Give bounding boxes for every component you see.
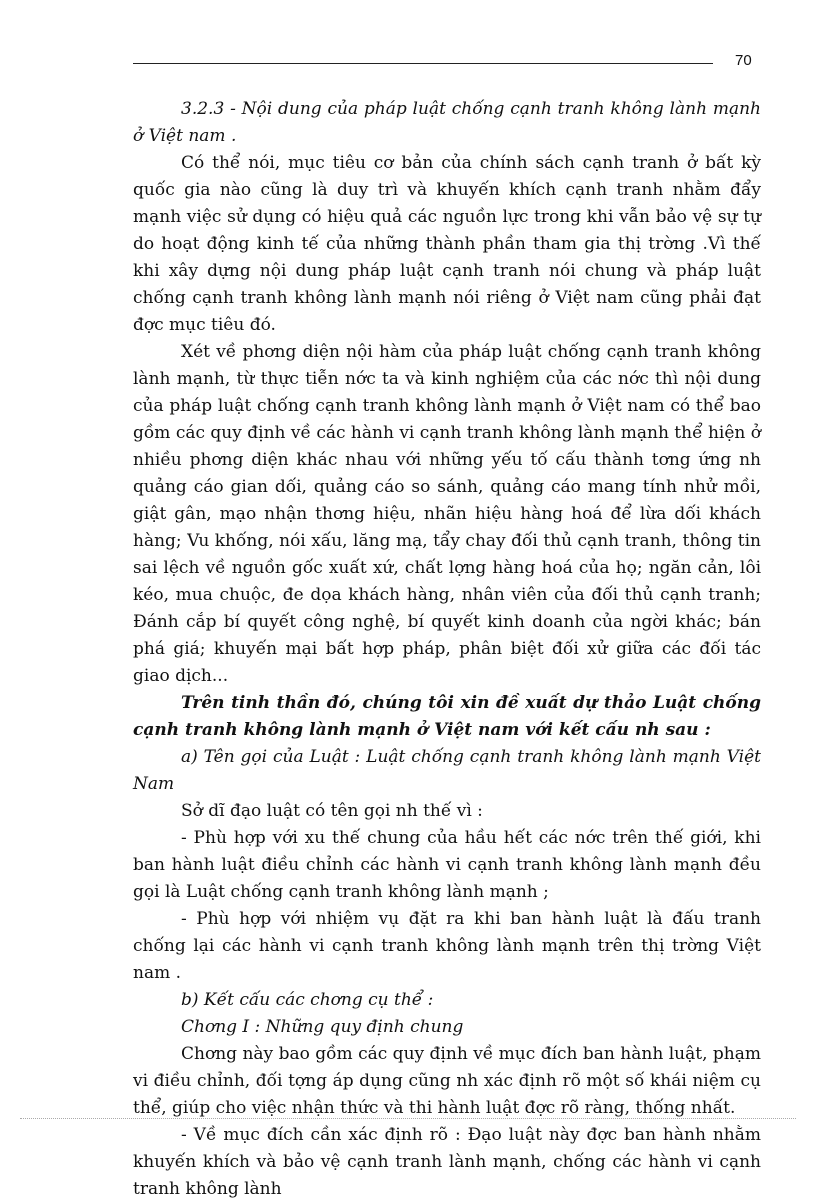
chapter-1-description: Chơng này bao gồm các quy định về mục đích ban hành luật, phạm vi điều chỉnh, đối tợng áp dụng cũng nh xác định rõ một số khái niệm cụ thể, giúp cho việc nhận thức và thi hành luật đợc rõ ràng, thống nhất. bbox=[133, 1044, 761, 1118]
proposal-statement: Trên tinh thần đó, chúng tôi xin đề xuất dự thảo Luật chống cạnh tranh không lành mạnh ở Việt nam với kết cấu nh sau : bbox=[133, 693, 761, 740]
body-text bbox=[133, 96, 761, 1203]
reason-item-2: - Phù hợp với nhiệm vụ đặt ra khi ban hành luật là đấu tranh chống lại các hành vi cạnh tranh không lành mạnh trên thị trờng Việt nam . bbox=[133, 909, 761, 983]
item-a-law-name: a) Tên gọi của Luật : Luật chống cạnh tranh không lành mạnh Việt Nam bbox=[133, 747, 761, 794]
header-rule-dashed bbox=[660, 63, 713, 64]
paragraph-objective: Có thể nói, mục tiêu cơ bản của chính sách cạnh tranh ở bất kỳ quốc gia nào cũng là duy trì và khuyến khích cạnh tranh nhằm đẩy mạnh việc sử dụng có hiệu quả các nguồn lực trong khi vẫn bảo vệ sự tự do hoạt động kinh tế của những thành phần tham gia thị trờng .Vì thế khi xây dựng nội dung pháp luật cạnh tranh nói chung và pháp luật chống cạnh tranh không lành mạnh nói riêng ở Việt nam cũng phải đạt đợc mục tiêu đó. bbox=[133, 153, 761, 335]
reason-intro: Sở dĩ đạo luật có tên gọi nh thế vì : bbox=[181, 801, 483, 821]
page-number: 70 bbox=[735, 52, 752, 69]
item-b-chapter-structure: b) Kết cấu các chơng cụ thể : bbox=[181, 990, 434, 1010]
bottom-dotted-line bbox=[20, 1118, 796, 1119]
paragraph-content-scope: Xét về phơng diện nội hàm của pháp luật chống cạnh tranh không lành mạnh, từ thực tiễn nớc ta và kinh nghiệm của các nớc thì nội dung của pháp luật chống cạnh tranh không lành mạnh ở Việt nam có thể bao gồm các quy định về các hành vi cạnh tranh không lành mạnh thể hiện ở nhiều phơng diện khác nhau với những yếu tố cấu thành tơng ứng nh quảng cáo gian dối, quảng cáo so sánh, quảng cáo mang tính nhử mồi, giật gân, mạo nhận thơng hiệu, nhãn hiệu hàng hoá để lừa dối khách hàng; Vu khống, nói xấu, lăng mạ, tẩy chay đối thủ cạnh tranh, thông tin sai lệch về nguồn gốc xuất xứ, chất lợng hàng hoá của họ; ngăn cản, lôi kéo, mua chuộc, đe dọa khách hàng, nhân viên của đối thủ cạnh tranh; Đánh cắp bí quyết công nghệ, bí quyết kinh doanh của ngời khác; bán phá giá; khuyến mại bất hợp pháp, phân biệt đối xử giữa các đối tác giao dịch... bbox=[133, 342, 761, 686]
section-heading: 3.2.3 - Nội dung của pháp luật chống cạnh tranh không lành mạnh ở Việt nam . bbox=[133, 99, 761, 146]
chapter-1-title: Chơng I : Những quy định chung bbox=[181, 1017, 464, 1037]
purpose-paragraph: - Về mục đích cần xác định rõ : Đạo luật này đợc ban hành nhằm khuyến khích và bảo vệ cạnh tranh lành mạnh, chống các hành vi cạnh tranh không lành bbox=[133, 1125, 761, 1199]
reason-item-1: - Phù hợp với xu thế chung của hầu hết các nớc trên thế giới, khi ban hành luật điều chỉnh các hành vi cạnh tranh không lành mạnh đều gọi là Luật chống cạnh tranh không lành mạnh ; bbox=[133, 828, 761, 902]
header-rule bbox=[133, 63, 713, 64]
